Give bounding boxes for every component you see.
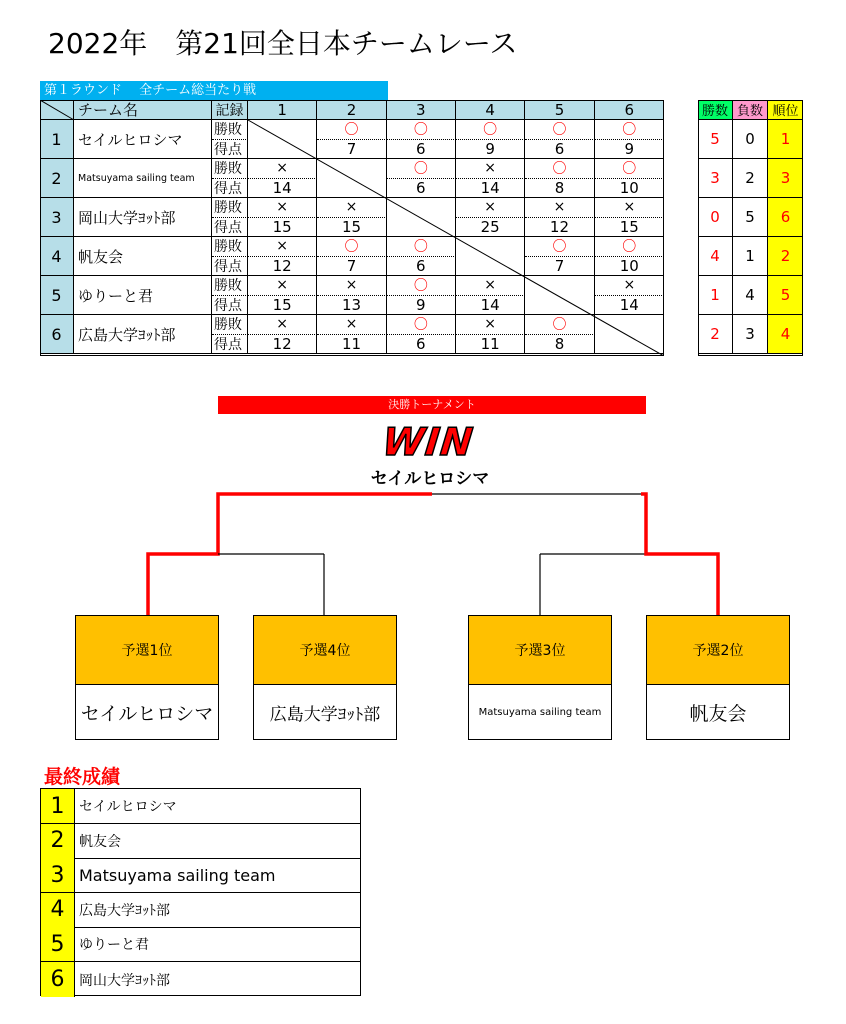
score-value: 14 [248, 179, 317, 199]
wins-value: 1 [698, 276, 733, 315]
final-row [41, 927, 360, 962]
score-value: 12 [248, 335, 317, 355]
score-value: 12 [248, 257, 317, 277]
losses-value: 1 [733, 237, 768, 276]
score-value: 9 [387, 296, 456, 316]
score-value: 12 [525, 218, 594, 238]
seed-box-4 [253, 615, 397, 740]
result-mark: × [456, 276, 525, 296]
rank-value: 6 [768, 198, 803, 237]
wins-value: 3 [698, 159, 733, 198]
wins-value: 4 [698, 237, 733, 276]
final-rank: 2 [41, 824, 75, 858]
seed-team: 広島大学ﾖｯﾄ部 [269, 704, 381, 725]
seed-box-1 [75, 615, 219, 740]
losses-value: 2 [733, 159, 768, 198]
final-row [41, 858, 360, 893]
rank-value: 4 [768, 315, 803, 354]
result-mark: 〇 [595, 159, 664, 179]
score-label: 得点 [212, 296, 248, 316]
final-rank: 1 [41, 789, 75, 823]
result-label: 勝敗 [212, 159, 248, 179]
result-mark: 〇 [387, 159, 456, 179]
header-col-4: 4 [456, 100, 525, 120]
rank-value: 1 [768, 120, 803, 159]
result-mark: 〇 [525, 120, 594, 140]
score-value: 25 [456, 218, 525, 238]
rank-value: 3 [768, 159, 803, 198]
team-number: 3 [40, 198, 74, 237]
final-row [41, 893, 360, 928]
score-value: 15 [317, 218, 386, 238]
final-rank: 5 [41, 927, 75, 961]
score-value: 7 [317, 140, 386, 160]
final-results-table [40, 788, 361, 996]
seed-team: Matsuyama sailing team [478, 706, 602, 718]
final-row [41, 789, 360, 824]
final-team: 岡山大学ﾖｯﾄ部 [79, 972, 170, 989]
final-rank: 4 [41, 893, 75, 927]
score-value: 6 [387, 140, 456, 160]
score-value: 15 [595, 218, 664, 238]
result-mark: × [248, 237, 317, 257]
result-mark: 〇 [387, 276, 456, 296]
wins-value: 5 [698, 120, 733, 159]
team-number: 6 [40, 315, 74, 354]
header-col-1: 1 [248, 100, 317, 120]
score-value: 9 [456, 140, 525, 160]
team-name: ゆりーと君 [74, 276, 212, 315]
header-rank: 順位 [768, 100, 803, 120]
final-rank: 6 [41, 962, 75, 997]
result-mark: × [317, 198, 386, 218]
score-value: 10 [595, 179, 664, 199]
score-value: 6 [387, 179, 456, 199]
result-mark: 〇 [317, 237, 386, 257]
header-wins: 勝数 [698, 100, 733, 120]
tournament-winner: セイルヒロシマ [370, 469, 490, 489]
score-value: 6 [387, 335, 456, 355]
score-value: 14 [595, 296, 664, 316]
tournament-banner: 決勝トーナメント [218, 396, 646, 414]
header-team-name: チーム名 [74, 100, 212, 120]
score-value: 13 [317, 296, 386, 316]
rank-value: 5 [768, 276, 803, 315]
final-team: 広島大学ﾖｯﾄ部 [79, 902, 170, 919]
final-team: Matsuyama sailing team [79, 865, 276, 885]
losses-value: 5 [733, 198, 768, 237]
final-results-title: 最終成績 [44, 766, 121, 788]
result-mark: 〇 [525, 315, 594, 335]
seed-label: 予選2位 [647, 616, 789, 685]
result-mark: × [248, 198, 317, 218]
team-number: 2 [40, 159, 74, 198]
team-name: セイルヒロシマ [74, 120, 212, 159]
header-col-5: 5 [525, 100, 594, 120]
header-col-3: 3 [387, 100, 456, 120]
result-mark: × [456, 159, 525, 179]
score-value: 9 [595, 140, 664, 160]
result-mark: × [248, 276, 317, 296]
result-mark: 〇 [525, 237, 594, 257]
team-name: 帆友会 [74, 237, 212, 276]
result-mark: 〇 [525, 159, 594, 179]
result-mark: × [595, 276, 664, 296]
score-value: 7 [317, 257, 386, 277]
score-value: 15 [248, 296, 317, 316]
result-label: 勝敗 [212, 276, 248, 296]
result-mark: 〇 [387, 315, 456, 335]
score-label: 得点 [212, 335, 248, 355]
result-mark: 〇 [387, 237, 456, 257]
seed-label: 予選3位 [469, 616, 611, 685]
losses-value: 4 [733, 276, 768, 315]
result-mark: × [525, 198, 594, 218]
seed-box-3 [468, 615, 612, 740]
score-value: 14 [456, 179, 525, 199]
seed-team: セイルヒロシマ [80, 702, 214, 725]
score-value: 10 [595, 257, 664, 277]
seed-label: 予選1位 [76, 616, 218, 685]
result-label: 勝敗 [212, 198, 248, 218]
header-col-2: 2 [317, 100, 386, 120]
result-mark: 〇 [456, 120, 525, 140]
team-name: 広島大学ﾖｯﾄ部 [74, 315, 212, 354]
team-number: 5 [40, 276, 74, 315]
result-mark: 〇 [387, 120, 456, 140]
final-row [41, 824, 360, 859]
wins-value: 0 [698, 198, 733, 237]
result-mark: × [248, 315, 317, 335]
score-label: 得点 [212, 218, 248, 238]
losses-value: 0 [733, 120, 768, 159]
final-row [41, 962, 360, 997]
header-losses: 負数 [733, 100, 768, 120]
result-label: 勝敗 [212, 237, 248, 257]
result-mark: 〇 [595, 120, 664, 140]
team-name: Matsuyama sailing team [74, 159, 212, 198]
result-mark: 〇 [595, 237, 664, 257]
result-label: 勝敗 [212, 120, 248, 140]
result-mark: × [595, 198, 664, 218]
result-label: 勝敗 [212, 315, 248, 335]
score-label: 得点 [212, 179, 248, 199]
seed-team: 帆友会 [689, 702, 747, 725]
team-number: 4 [40, 237, 74, 276]
score-value: 11 [456, 335, 525, 355]
score-value: 7 [525, 257, 594, 277]
score-value: 8 [525, 179, 594, 199]
score-value: 11 [317, 335, 386, 355]
score-value: 6 [387, 257, 456, 277]
seed-box-2 [646, 615, 790, 740]
header-col-6: 6 [595, 100, 664, 120]
final-team: ゆりーと君 [79, 937, 149, 954]
team-name: 岡山大学ﾖｯﾄ部 [74, 198, 212, 237]
final-team: セイルヒロシマ [79, 799, 177, 815]
page-title: 2022年 第21回全日本チームレース [48, 27, 518, 60]
result-mark: × [317, 276, 386, 296]
seed-label: 予選4位 [254, 616, 396, 685]
score-value: 6 [525, 140, 594, 160]
result-mark: 〇 [317, 120, 386, 140]
result-mark: × [456, 315, 525, 335]
result-mark: × [248, 159, 317, 179]
round-title: 第１ラウンド 全チーム総当たり戦 [40, 81, 388, 100]
win-logo: WIN [380, 420, 476, 464]
score-value: 14 [456, 296, 525, 316]
result-mark: × [317, 315, 386, 335]
losses-value: 3 [733, 315, 768, 354]
score-label: 得点 [212, 140, 248, 160]
score-value: 15 [248, 218, 317, 238]
final-team: 帆友会 [79, 833, 121, 850]
header-record: 記録 [212, 100, 248, 120]
wins-value: 2 [698, 315, 733, 354]
score-value: 8 [525, 335, 594, 355]
rank-value: 2 [768, 237, 803, 276]
team-number: 1 [40, 120, 74, 159]
final-rank: 3 [41, 858, 75, 892]
result-mark: × [456, 198, 525, 218]
score-label: 得点 [212, 257, 248, 277]
